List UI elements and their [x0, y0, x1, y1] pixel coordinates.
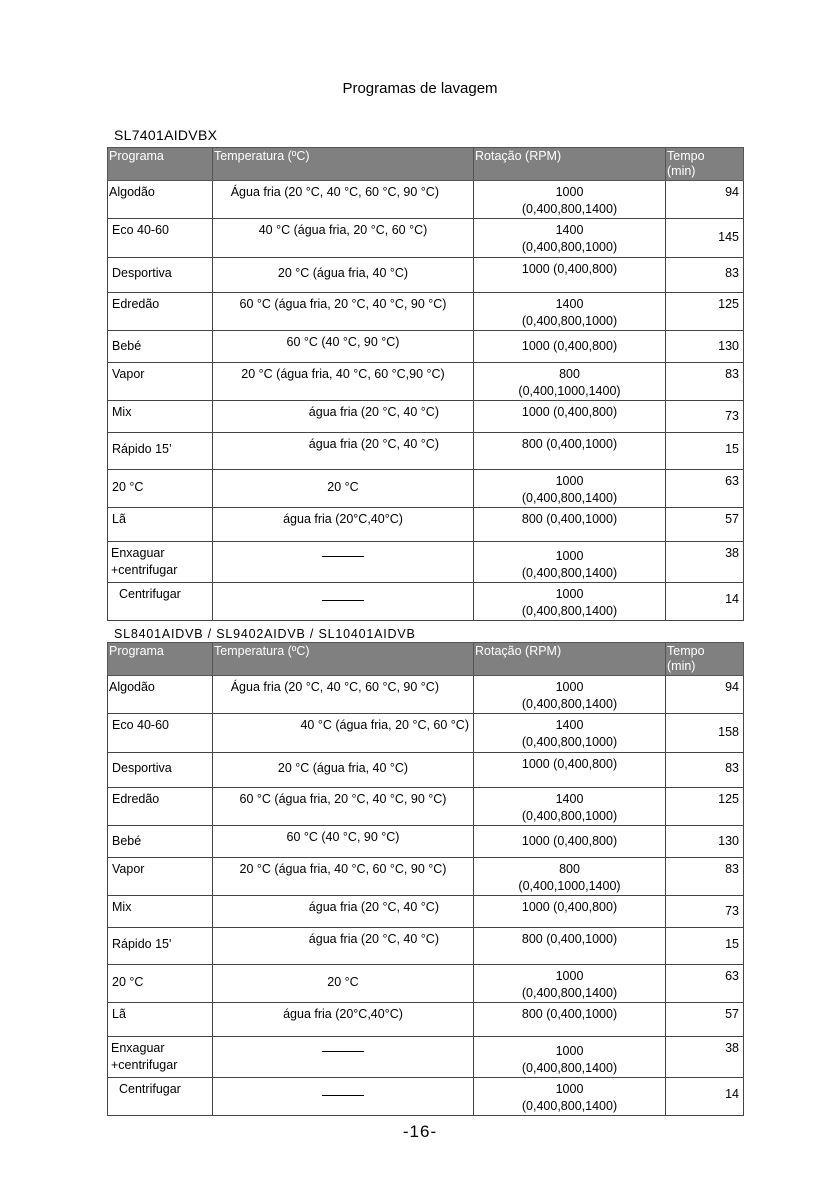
time-cell: 83	[666, 753, 744, 788]
header-time: Tempo (min)	[666, 643, 744, 676]
rotation-cell: 1400 (0,400,800,1000)	[474, 293, 666, 331]
table-row	[108, 331, 744, 363]
temperature-cell: 20 °C (água fria, 40 °C)	[213, 258, 474, 293]
time-cell: 15	[666, 433, 744, 470]
time-cell: 83	[666, 858, 744, 896]
time-cell: 130	[666, 826, 744, 858]
table-row	[108, 508, 744, 542]
rotation-cell: 1000 (0,400,800)	[474, 753, 666, 788]
temperature-cell: 60 °C (40 °C, 90 °C)	[213, 826, 474, 858]
program-name: Vapor	[108, 858, 213, 896]
temperature-cell: 20 °C (água fria, 40 °C, 60 °C, 90 °C)	[213, 858, 474, 896]
temperature-cell	[213, 1037, 474, 1078]
time-cell: 57	[666, 1003, 744, 1037]
table-row	[108, 363, 744, 401]
temperature-cell: água fria (20 °C, 40 °C)	[213, 433, 474, 470]
program-name: Rápido 15'	[108, 928, 213, 965]
header-time: Tempo (min)	[666, 148, 744, 181]
rotation-cell: 1000 (0,400,800)	[474, 331, 666, 363]
table-row	[108, 583, 744, 621]
no-temperature-dash	[322, 600, 364, 601]
temperature-cell: água fria (20°C,40°C)	[213, 1003, 474, 1037]
table-header-row	[108, 148, 744, 181]
time-cell: 57	[666, 508, 744, 542]
page-title: Programas de lavagem	[342, 80, 498, 97]
header-temperature: Temperatura (ºC)	[213, 148, 474, 181]
table-row	[108, 858, 744, 896]
rotation-cell: 1000 (0,400,800,1400)	[474, 676, 666, 714]
program-name: 20 °C	[108, 965, 213, 1003]
rotation-cell: 1000 (0,400,800,1400)	[474, 965, 666, 1003]
program-name: Mix	[108, 896, 213, 928]
rotation-cell: 1000 (0,400,800)	[474, 258, 666, 293]
rotation-cell: 800 (0,400,1000)	[474, 1003, 666, 1037]
table-row	[108, 293, 744, 331]
temperature-cell: 20 °C	[213, 965, 474, 1003]
rotation-cell: 800 (0,400,1000,1400)	[474, 363, 666, 401]
rotation-cell: 1000 (0,400,800)	[474, 401, 666, 433]
header-program: Programa	[108, 148, 213, 181]
page-number: -16-	[402, 1122, 438, 1141]
program-name: Enxaguar +centrifugar	[108, 542, 213, 583]
program-name: Bebé	[108, 331, 213, 363]
temperature-cell: 20 °C (água fria, 40 °C, 60 °C,90 °C)	[213, 363, 474, 401]
table-row	[108, 788, 744, 826]
time-cell: 73	[666, 401, 744, 433]
time-cell: 94	[666, 676, 744, 714]
rotation-cell: 1000 (0,400,800)	[474, 826, 666, 858]
rotation-cell: 1000 (0,400,800,1400)	[474, 181, 666, 219]
temperature-cell: água fria (20 °C, 40 °C)	[213, 896, 474, 928]
table-row	[108, 470, 744, 508]
no-temperature-dash	[322, 1051, 364, 1052]
table-row	[108, 676, 744, 714]
header-rotation: Rotação (RPM)	[474, 148, 666, 181]
temperature-cell: 20 °C (água fria, 40 °C)	[213, 753, 474, 788]
rotation-cell: 1000 (0,400,800)	[474, 896, 666, 928]
program-name: Algodão	[108, 676, 213, 714]
program-name: Mix	[108, 401, 213, 433]
program-name: Centrifugar	[108, 1078, 213, 1116]
temperature-cell: água fria (20°C,40°C)	[213, 508, 474, 542]
header-rotation: Rotação (RPM)	[474, 643, 666, 676]
rotation-cell: 1000 (0,400,800,1400)	[474, 1078, 666, 1116]
temperature-cell: Água fria (20 °C, 40 °C, 60 °C, 90 °C)	[213, 676, 474, 714]
header-program: Programa	[108, 643, 213, 676]
rotation-cell: 1000 (0,400,800,1400)	[474, 542, 666, 583]
time-cell: 125	[666, 293, 744, 331]
model-label: SL8401AIDVB / SL9402AIDVB / SL10401AIDVB	[114, 627, 416, 641]
no-temperature-dash	[322, 556, 364, 557]
temperature-cell	[213, 583, 474, 621]
program-name: Eco 40-60	[108, 219, 213, 258]
table-row	[108, 896, 744, 928]
rotation-cell: 800 (0,400,1000)	[474, 433, 666, 470]
program-name: Lã	[108, 508, 213, 542]
rotation-cell: 800 (0,400,1000)	[474, 508, 666, 542]
temperature-cell: 20 °C	[213, 470, 474, 508]
program-name: Algodão	[108, 181, 213, 219]
rotation-cell: 1400 (0,400,800,1000)	[474, 788, 666, 826]
time-cell: 15	[666, 928, 744, 965]
program-name: Desportiva	[108, 258, 213, 293]
program-name: Lã	[108, 1003, 213, 1037]
time-cell: 94	[666, 181, 744, 219]
rotation-cell: 1400 (0,400,800,1000)	[474, 714, 666, 753]
rotation-cell: 1000 (0,400,800,1400)	[474, 1037, 666, 1078]
table-row	[108, 826, 744, 858]
table-header-row	[108, 643, 744, 676]
table-row	[108, 1078, 744, 1116]
table-row	[108, 1037, 744, 1078]
program-name: Edredão	[108, 293, 213, 331]
temperature-cell: água fria (20 °C, 40 °C)	[213, 401, 474, 433]
temperature-cell	[213, 542, 474, 583]
program-name: Eco 40-60	[108, 714, 213, 753]
time-cell: 145	[666, 219, 744, 258]
programs-table	[107, 642, 744, 1116]
table-row	[108, 258, 744, 293]
table-row	[108, 965, 744, 1003]
time-cell: 83	[666, 258, 744, 293]
rotation-cell: 800 (0,400,1000)	[474, 928, 666, 965]
table-row	[108, 928, 744, 965]
program-name: Bebé	[108, 826, 213, 858]
program-name: Enxaguar +centrifugar	[108, 1037, 213, 1078]
table-row	[108, 401, 744, 433]
table-row	[108, 714, 744, 753]
time-cell: 63	[666, 470, 744, 508]
time-cell: 38	[666, 542, 744, 583]
time-cell: 14	[666, 1078, 744, 1116]
table-row	[108, 542, 744, 583]
program-name: Desportiva	[108, 753, 213, 788]
table-row	[108, 753, 744, 788]
time-cell: 38	[666, 1037, 744, 1078]
rotation-cell: 800 (0,400,1000,1400)	[474, 858, 666, 896]
time-cell: 158	[666, 714, 744, 753]
time-cell: 14	[666, 583, 744, 621]
program-name: Centrifugar	[108, 583, 213, 621]
time-cell: 83	[666, 363, 744, 401]
temperature-cell	[213, 1078, 474, 1116]
time-cell: 63	[666, 965, 744, 1003]
program-name: 20 °C	[108, 470, 213, 508]
table-row	[108, 219, 744, 258]
model-label: SL7401AIDVBX	[114, 127, 218, 143]
temperature-cell: água fria (20 °C, 40 °C)	[213, 928, 474, 965]
time-cell: 130	[666, 331, 744, 363]
program-name: Edredão	[108, 788, 213, 826]
temperature-cell: 40 °C (água fria, 20 °C, 60 °C)	[213, 219, 474, 258]
temperature-cell: 40 °C (água fria, 20 °C, 60 °C)	[213, 714, 474, 753]
temperature-cell: 60 °C (água fria, 20 °C, 40 °C, 90 °C)	[213, 293, 474, 331]
rotation-cell: 1000 (0,400,800,1400)	[474, 470, 666, 508]
temperature-cell: 60 °C (40 °C, 90 °C)	[213, 331, 474, 363]
table-row	[108, 1003, 744, 1037]
time-cell: 125	[666, 788, 744, 826]
programs-table	[107, 147, 744, 621]
temperature-cell: Água fria (20 °C, 40 °C, 60 °C, 90 °C)	[213, 181, 474, 219]
no-temperature-dash	[322, 1095, 364, 1096]
program-name: Vapor	[108, 363, 213, 401]
rotation-cell: 1000 (0,400,800,1400)	[474, 583, 666, 621]
time-cell: 73	[666, 896, 744, 928]
program-name: Rápido 15’	[108, 433, 213, 470]
table-row	[108, 433, 744, 470]
temperature-cell: 60 °C (água fria, 20 °C, 40 °C, 90 °C)	[213, 788, 474, 826]
header-temperature: Temperatura (ºC)	[213, 643, 474, 676]
rotation-cell: 1400 (0,400,800,1000)	[474, 219, 666, 258]
table-row	[108, 181, 744, 219]
